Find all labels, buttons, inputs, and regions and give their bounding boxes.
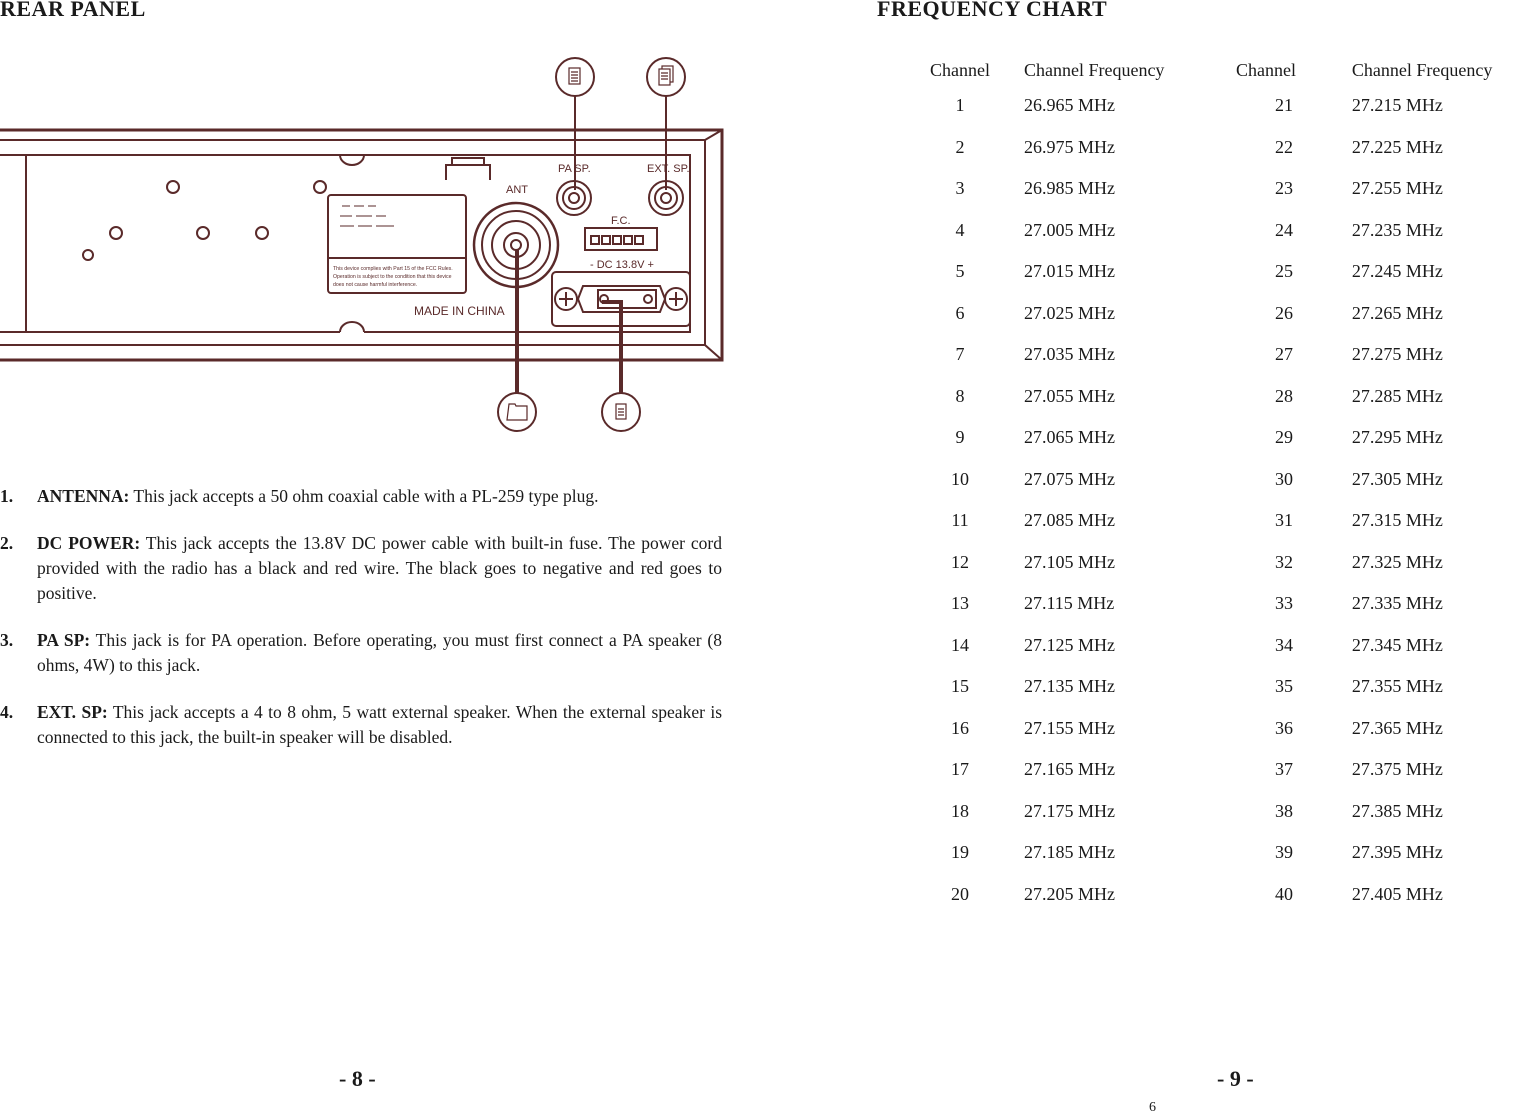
channel-cell: 8 <box>955 385 965 406</box>
frequency-cell: 27.185 MHz <box>1023 842 1115 863</box>
table-row <box>918 666 1516 708</box>
channel-cell: 27 <box>1274 344 1293 365</box>
channel-cell: 2 <box>955 136 965 157</box>
page-title-frequency-chart: FREQUENCY CHART <box>877 0 1108 21</box>
channel-cell: 22 <box>1274 136 1293 157</box>
rear-panel-descriptions <box>0 484 722 772</box>
frequency-cell: 27.085 MHz <box>1023 510 1115 531</box>
channel-cell: 10 <box>950 468 969 489</box>
header-channel: Channel <box>1235 59 1296 80</box>
frequency-cell: 27.315 MHz <box>1351 510 1443 531</box>
channel-cell: 7 <box>955 344 965 365</box>
channel-cell: 23 <box>1274 178 1293 199</box>
page-number-left: - 8 - <box>339 1066 376 1091</box>
table-header-row <box>918 55 1516 85</box>
table-row <box>918 708 1516 750</box>
frequency-cell: 27.015 MHz <box>1023 261 1115 282</box>
frequency-cell: 27.255 MHz <box>1351 178 1443 199</box>
table-row <box>918 832 1516 874</box>
page-number-right: - 9 - <box>1217 1066 1254 1091</box>
frequency-cell: 27.215 MHz <box>1351 95 1443 116</box>
frequency-cell: 27.135 MHz <box>1023 676 1115 697</box>
item-text: This jack accepts the 13.8V DC power cable with built-in fuse. The power cord provided with the radio has a black and red wire. The black goes to negative and red goes to positive. <box>37 533 723 603</box>
frequency-cell: 27.405 MHz <box>1351 883 1443 904</box>
frequency-cell: 26.975 MHz <box>1023 136 1115 157</box>
channel-cell: 25 <box>1274 261 1293 282</box>
channel-cell: 29 <box>1274 427 1293 448</box>
channel-cell: 34 <box>1274 634 1293 655</box>
frequency-cell: 27.285 MHz <box>1351 385 1443 406</box>
description-pa-sp <box>0 628 722 678</box>
channel-cell: 28 <box>1274 385 1293 406</box>
channel-cell: 37 <box>1274 759 1293 780</box>
table-row <box>918 417 1516 459</box>
table-row <box>918 293 1516 335</box>
frequency-cell: 27.325 MHz <box>1351 551 1443 572</box>
rear-panel-diagram <box>0 50 730 440</box>
stray-mark: 6 <box>1149 1100 1156 1115</box>
table-row <box>918 85 1516 127</box>
description-ext-sp <box>0 700 722 750</box>
frequency-cell: 27.345 MHz <box>1351 634 1443 655</box>
label-ant: ANT <box>506 184 528 196</box>
frequency-cell: 27.175 MHz <box>1023 800 1115 821</box>
label-ext-sp: EXT. SP. <box>647 163 690 175</box>
table-row <box>918 583 1516 625</box>
frequency-cell: 27.205 MHz <box>1023 883 1115 904</box>
frequency-cell: 27.235 MHz <box>1351 219 1443 240</box>
page-title-rear-panel: REAR PANEL <box>0 0 146 21</box>
item-term: DC POWER: <box>37 533 141 553</box>
frequency-cell: 27.055 MHz <box>1023 385 1115 406</box>
frequency-cell: 27.115 MHz <box>1023 593 1115 614</box>
item-number: 1. <box>0 486 14 506</box>
frequency-cell: 27.355 MHz <box>1351 676 1443 697</box>
item-term: EXT. SP: <box>37 702 108 722</box>
frequency-cell: 27.305 MHz <box>1351 468 1443 489</box>
header-channel-frequency: Channel Frequency <box>1023 59 1165 80</box>
channel-cell: 38 <box>1274 800 1293 821</box>
frequency-cell: 27.065 MHz <box>1023 427 1115 448</box>
channel-cell: 39 <box>1274 842 1293 863</box>
frequency-cell: 27.385 MHz <box>1351 800 1443 821</box>
channel-cell: 13 <box>950 593 969 614</box>
channel-cell: 1 <box>955 95 965 116</box>
channel-cell: 36 <box>1274 717 1293 738</box>
channel-cell: 40 <box>1274 883 1293 904</box>
label-pa-sp: PA SP. <box>558 163 591 175</box>
channel-cell: 20 <box>950 883 969 904</box>
frequency-cell: 27.225 MHz <box>1351 136 1443 157</box>
frequency-cell: 26.985 MHz <box>1023 178 1115 199</box>
header-channel-frequency: Channel Frequency <box>1351 59 1493 80</box>
frequency-cell: 27.245 MHz <box>1351 261 1443 282</box>
channel-cell: 18 <box>950 800 969 821</box>
item-number: 2. <box>0 533 14 553</box>
frequency-cell: 27.075 MHz <box>1023 468 1115 489</box>
channel-cell: 33 <box>1274 593 1293 614</box>
frequency-cell: 27.165 MHz <box>1023 759 1115 780</box>
channel-cell: 24 <box>1274 219 1293 240</box>
item-text: This jack accepts a 50 ohm coaxial cable with a PL-259 type plug. <box>129 486 599 506</box>
table-row <box>918 127 1516 169</box>
description-dc-power <box>0 531 722 606</box>
channel-cell: 4 <box>955 219 965 240</box>
table-row <box>918 542 1516 584</box>
item-term: PA SP: <box>37 630 91 650</box>
frequency-cell: 27.395 MHz <box>1351 842 1443 863</box>
frequency-cell: 26.965 MHz <box>1023 95 1115 116</box>
item-number: 3. <box>0 630 14 650</box>
label-made-in-china: MADE IN CHINA <box>414 304 505 318</box>
item-text: This jack is for PA operation. Before operating, you must first connect a PA speaker (8 ohms, 4W) to this jack. <box>37 630 722 675</box>
frequency-cell: 27.025 MHz <box>1023 302 1115 323</box>
frequency-cell: 27.265 MHz <box>1351 302 1443 323</box>
channel-cell: 35 <box>1274 676 1293 697</box>
item-term: ANTENNA: <box>37 486 130 506</box>
table-row <box>918 459 1516 501</box>
channel-cell: 6 <box>955 302 965 323</box>
frequency-cell: 27.295 MHz <box>1351 427 1443 448</box>
frequency-cell: 27.365 MHz <box>1351 717 1443 738</box>
item-text: This jack accepts a 4 to 8 ohm, 5 watt external speaker. When the external speaker is connected to this jack, the built-in speaker will be disabled. <box>37 702 723 747</box>
table-row <box>918 791 1516 833</box>
frequency-cell: 27.275 MHz <box>1351 344 1443 365</box>
frequency-cell: 27.005 MHz <box>1023 219 1115 240</box>
frequency-cell: 27.155 MHz <box>1023 717 1115 738</box>
channel-cell: 15 <box>950 676 969 697</box>
channel-cell: 19 <box>950 842 969 863</box>
fcc-notice-line-3: does not cause harmful interference. <box>333 282 418 288</box>
label-dc: - DC 13.8V + <box>590 259 654 271</box>
table-row <box>918 334 1516 376</box>
channel-cell: 5 <box>955 261 965 282</box>
item-number: 4. <box>0 702 14 722</box>
description-antenna <box>0 484 722 509</box>
channel-cell: 12 <box>950 551 969 572</box>
header-channel: Channel <box>929 59 990 80</box>
frequency-table <box>918 55 1516 915</box>
channel-cell: 14 <box>950 634 969 655</box>
channel-cell: 17 <box>950 759 969 780</box>
table-row <box>918 376 1516 418</box>
channel-cell: 21 <box>1274 95 1293 116</box>
table-row <box>918 210 1516 252</box>
fcc-notice-line-2: Operation is subject to the condition that this device <box>333 274 452 280</box>
table-row <box>918 251 1516 293</box>
frequency-cell: 27.375 MHz <box>1351 759 1443 780</box>
channel-cell: 32 <box>1274 551 1293 572</box>
frequency-cell: 27.125 MHz <box>1023 634 1115 655</box>
channel-cell: 26 <box>1274 302 1293 323</box>
channel-cell: 11 <box>951 510 969 531</box>
channel-cell: 16 <box>950 717 969 738</box>
fcc-notice-line-1: This device complies with Part 15 of the FCC Rules. <box>333 266 453 272</box>
frequency-cell: 27.035 MHz <box>1023 344 1115 365</box>
table-row <box>918 168 1516 210</box>
table-row <box>918 500 1516 542</box>
channel-cell: 31 <box>1274 510 1293 531</box>
table-row <box>918 625 1516 667</box>
table-row <box>918 874 1516 916</box>
label-fc: F.C. <box>611 215 631 227</box>
table-row <box>918 749 1516 791</box>
channel-cell: 3 <box>955 178 965 199</box>
channel-cell: 9 <box>955 427 965 448</box>
frequency-cell: 27.335 MHz <box>1351 593 1443 614</box>
channel-cell: 30 <box>1274 468 1293 489</box>
frequency-cell: 27.105 MHz <box>1023 551 1115 572</box>
